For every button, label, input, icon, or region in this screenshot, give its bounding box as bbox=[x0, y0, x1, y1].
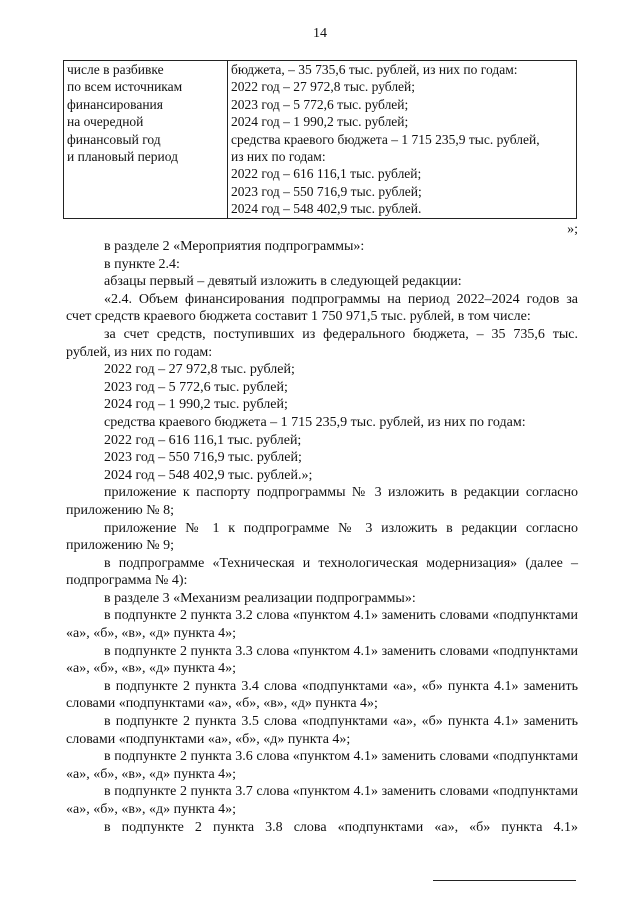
paragraph: в подпункте 2 пункта 3.7 слова «пунктом 4.1» заменить словами «подпунктами «а», «б», «в», «д» пункта 4»; bbox=[66, 784, 578, 817]
paragraph: 2022 год – 27 972,8 тыс. рублей; bbox=[104, 362, 295, 378]
table-left-line: финансирования bbox=[67, 96, 163, 112]
paragraph: за счет средств, поступивших из федерального бюджета, – 35 735,6 тыс. рублей, из них по годам: bbox=[66, 326, 578, 360]
table-left-line: и плановый период bbox=[67, 149, 178, 165]
paragraph: 2023 год – 5 772,6 тыс. рублей; bbox=[104, 379, 288, 395]
table-left-line: на очередной bbox=[67, 114, 144, 130]
table-right-line: бюджета, – 35 735,6 тыс. рублей, из них по годам: bbox=[231, 62, 518, 77]
table-right-line: 2022 год – 27 972,8 тыс. рублей; bbox=[231, 79, 416, 95]
paragraph: в разделе 2 «Мероприятия подпрограммы»: bbox=[104, 239, 365, 254]
paragraph: в разделе 3 «Механизм реализации подпрограммы»: bbox=[104, 590, 416, 606]
table-right-line: из них по годам: bbox=[231, 149, 326, 165]
paragraph: «2.4. Объем финансирования подпрограммы на период 2022–2024 годов за счет средств краевого бюджета составит 1 750 971,5 тыс. рублей, в том числе: bbox=[66, 291, 578, 325]
paragraph: 2022 год – 616 116,1 тыс. рублей; bbox=[104, 432, 302, 448]
table-right-line: 2022 год – 616 116,1 тыс. рублей; bbox=[231, 166, 422, 182]
paragraph: абзацы первый – девятый изложить в следующей редакции: bbox=[104, 274, 462, 290]
paragraph: в подпункте 2 пункта 3.5 слова «подпунктами «а», «б» пункта 4.1» заменить словами «подпунктами «а», «б», «д» пункта 4»; bbox=[66, 714, 578, 747]
paragraph: в пункте 2.4: bbox=[104, 256, 180, 272]
paragraph: 2024 год – 1 990,2 тыс. рублей; bbox=[104, 397, 288, 413]
paragraph: в подпункте 2 пункта 3.6 слова «пунктом 4.1» заменить словами «подпунктами «а», «б», «в», «д» пункта 4»; bbox=[66, 749, 578, 782]
document-body bbox=[66, 238, 578, 836]
table-left-line: числе в разбивке bbox=[67, 62, 164, 77]
paragraph: приложение к паспорту подпрограммы № 3 изложить в редакции согласно приложению № 8; bbox=[66, 485, 578, 518]
paragraph: в подпункте 2 пункта 3.8 слова «подпунктами «а», «б» пункта 4.1» bbox=[104, 819, 578, 835]
table-left-line: по всем источникам bbox=[67, 79, 183, 95]
paragraph: средства краевого бюджета – 1 715 235,9 тыс. рублей, из них по годам: bbox=[104, 414, 526, 430]
paragraph: 2023 год – 550 716,9 тыс. рублей; bbox=[104, 450, 302, 466]
paragraph: 2024 год – 548 402,9 тыс. рублей.»; bbox=[104, 467, 313, 483]
page-number: 14 bbox=[313, 26, 327, 41]
table-row bbox=[64, 61, 577, 219]
table-right-line: 2023 год – 550 716,9 тыс. рублей; bbox=[231, 183, 422, 199]
paragraph: в подпункте 2 пункта 3.3 слова «пунктом 4.1» заменить словами «подпунктами «а», «б», «в», «д» пункта 4»; bbox=[66, 643, 578, 677]
paragraph: приложение № 1 к подпрограмме № 3 изложить в редакции согласно приложению № 9; bbox=[66, 520, 578, 554]
footer-rule bbox=[433, 880, 576, 881]
table-right-cell bbox=[228, 61, 577, 219]
paragraph: в подпункте 2 пункта 3.4 слова «подпунктами «а», «б» пункта 4.1» заменить словами «подпунктами «а», «б», «в», «д» пункта 4»; bbox=[66, 678, 578, 712]
table-right-line: 2024 год – 548 402,9 тыс. рублей. bbox=[231, 201, 422, 217]
table-right-line: средства краевого бюджета – 1 715 235,9 тыс. рублей, bbox=[231, 131, 540, 147]
closing-quote-mark: »; bbox=[567, 222, 578, 237]
table-right-line: 2024 год – 1 990,2 тыс. рублей; bbox=[231, 114, 409, 130]
table-right-line: 2023 год – 5 772,6 тыс. рублей; bbox=[231, 96, 409, 112]
table-left-cell bbox=[64, 61, 228, 219]
paragraph: в подпрограмме «Техническая и технологическая модернизация» (далее – подпрограмма № 4): bbox=[66, 555, 578, 589]
paragraph: в подпункте 2 пункта 3.2 слова «пунктом 4.1» заменить словами «подпунктами «а», «б», «в», «д» пункта 4»; bbox=[66, 608, 578, 642]
financing-table bbox=[63, 60, 577, 219]
table-left-line: финансовый год bbox=[67, 131, 161, 147]
